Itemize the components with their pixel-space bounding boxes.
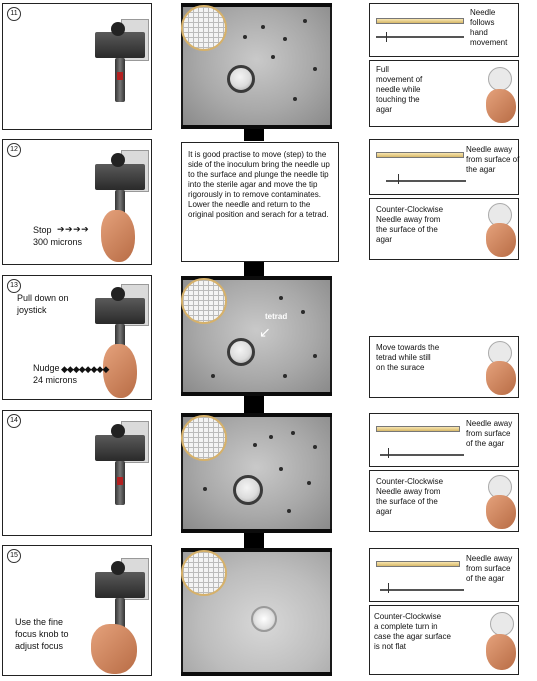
joystick-knob (111, 561, 125, 575)
step-15-joystick-panel (2, 545, 152, 676)
step-15-microscope-image (181, 548, 332, 676)
dial-knob (490, 612, 514, 636)
needle-tube (376, 152, 464, 158)
arrow-icon: ➔ ➔ ➔ ➔ (57, 224, 88, 234)
connector-bar (244, 129, 264, 141)
needle-tube (376, 18, 464, 24)
step-number: 15 (7, 549, 21, 563)
microscope-field (183, 417, 330, 529)
step-11-needle-panel (369, 3, 519, 57)
needle-caption: Needle away from surface of the agar (466, 554, 513, 583)
spore-dot (243, 35, 247, 39)
step-14-dial-panel (369, 470, 519, 532)
inoculum-circle (251, 606, 277, 632)
spore-dot (313, 67, 317, 71)
needle-tick (386, 32, 387, 42)
step-13-dial-panel (369, 336, 519, 398)
step-number: 13 (7, 279, 21, 293)
joystick-knob (111, 424, 125, 438)
microscope-field (183, 280, 330, 392)
spore-dot (269, 435, 273, 439)
inoculum-circle (227, 338, 255, 366)
needle-tick (398, 174, 399, 184)
image-footer-bar (181, 672, 332, 676)
step-number: 11 (7, 7, 21, 21)
step-12-dial-panel (369, 198, 519, 260)
step-number: 12 (7, 143, 21, 157)
spore-dot (291, 431, 295, 435)
joystick-knob (111, 153, 125, 167)
image-footer-bar (181, 529, 332, 533)
step-11-microscope-image (181, 3, 332, 129)
joystick-head (95, 164, 145, 190)
spore-dot (271, 55, 275, 59)
hand-icon (91, 624, 137, 674)
tetrad-arrow-icon: ↙ (259, 324, 270, 340)
needle-tube (376, 561, 460, 567)
hand-icon (101, 210, 135, 262)
tetrad-label: tetrad (265, 312, 288, 321)
spore-dot (279, 296, 283, 300)
step-15-needle-panel (369, 548, 519, 602)
needle-tick (388, 448, 389, 458)
joystick-marker (117, 477, 123, 485)
step-14-microscope-image (181, 413, 332, 533)
spore-dot (283, 37, 287, 41)
step-distance-label: Stop 300 microns (33, 225, 83, 247)
spore-dot (261, 25, 265, 29)
hand-icon (486, 495, 516, 529)
image-footer-bar (181, 125, 332, 129)
needle-shaft (380, 589, 464, 591)
joystick-marker (117, 72, 123, 80)
step-12-needle-panel (369, 139, 519, 195)
joystick-instruction: Pull down on joystick (17, 293, 69, 315)
hand-icon (486, 361, 516, 395)
spore-dot (287, 509, 291, 513)
dial-knob (488, 67, 512, 91)
grid-overlay (181, 550, 227, 596)
spore-dot (307, 481, 311, 485)
step-11-joystick-panel (2, 3, 152, 130)
image-footer-bar (181, 392, 332, 396)
spore-dot (293, 97, 297, 101)
instruction-text: It is good practise to move (step) to the side of the inoculum bring the needle up to the surface and plunge the needle tip into the sterile agar and move the tip rigorously in to remove contaminates. Lower the needle and return to the original position and serach for a tetrad. (188, 150, 330, 219)
step-12-instruction-panel (181, 142, 339, 262)
joystick-knob (111, 287, 125, 301)
dial-caption: Move towards the tetrad while still on the surace (376, 343, 440, 372)
step-11-dial-panel (369, 60, 519, 127)
microscope-field (183, 7, 330, 125)
needle-tube (376, 426, 460, 432)
grid-overlay (181, 278, 227, 324)
grid-overlay (181, 5, 227, 51)
needle-caption: Needle away from surface of the agar (466, 145, 520, 174)
step-13-microscope-image (181, 276, 332, 396)
joystick-head (95, 32, 145, 58)
spore-dot (279, 467, 283, 471)
spore-dot (303, 19, 307, 23)
dial-caption: Full movement of needle while touching the agar (376, 65, 423, 114)
spore-dot (211, 374, 215, 378)
needle-caption: Needle away from surface of the agar (466, 419, 513, 448)
joystick-handle (115, 58, 125, 102)
step-12-joystick-panel (2, 139, 152, 265)
arrow-icon: ◆◆◆◆◆◆◆◆ (61, 364, 109, 374)
joystick-head (95, 298, 145, 324)
dial-caption: Counter-Clockwise a complete turn in case the agar surface is not flat (374, 612, 451, 651)
inoculum-circle (227, 65, 255, 93)
dial-caption: Counter-Clockwise Needle away from the surface of the agar (376, 477, 444, 516)
joystick-head (95, 435, 145, 461)
needle-caption: Needle follows hand movement (470, 8, 508, 47)
spore-dot (313, 445, 317, 449)
step-13-joystick-panel (2, 275, 152, 400)
step-14-needle-panel (369, 413, 519, 467)
inoculum-circle (233, 475, 263, 505)
dial-caption: Counter-Clockwise Needle away from the surface of the agar (376, 205, 444, 244)
connector-bar (244, 395, 264, 413)
grid-overlay (181, 415, 227, 461)
hand-icon (486, 634, 516, 670)
spore-dot (301, 310, 305, 314)
spore-dot (203, 487, 207, 491)
joystick-head (95, 572, 145, 598)
spore-dot (283, 374, 287, 378)
step-15-dial-panel (369, 605, 519, 675)
needle-tick (388, 583, 389, 593)
hand-icon (486, 89, 516, 123)
needle-shaft (380, 454, 464, 456)
joystick-knob (111, 22, 125, 36)
needle-shaft (376, 36, 464, 38)
microscope-field (183, 552, 330, 672)
nudge-distance-label: Nudge 24 microns (33, 363, 78, 385)
focus-instruction: Use the fine focus knob to adjust focus (15, 617, 69, 651)
step-number: 14 (7, 414, 21, 428)
step-14-joystick-panel (2, 410, 152, 536)
hand-icon (486, 223, 516, 257)
spore-dot (253, 443, 257, 447)
spore-dot (313, 354, 317, 358)
